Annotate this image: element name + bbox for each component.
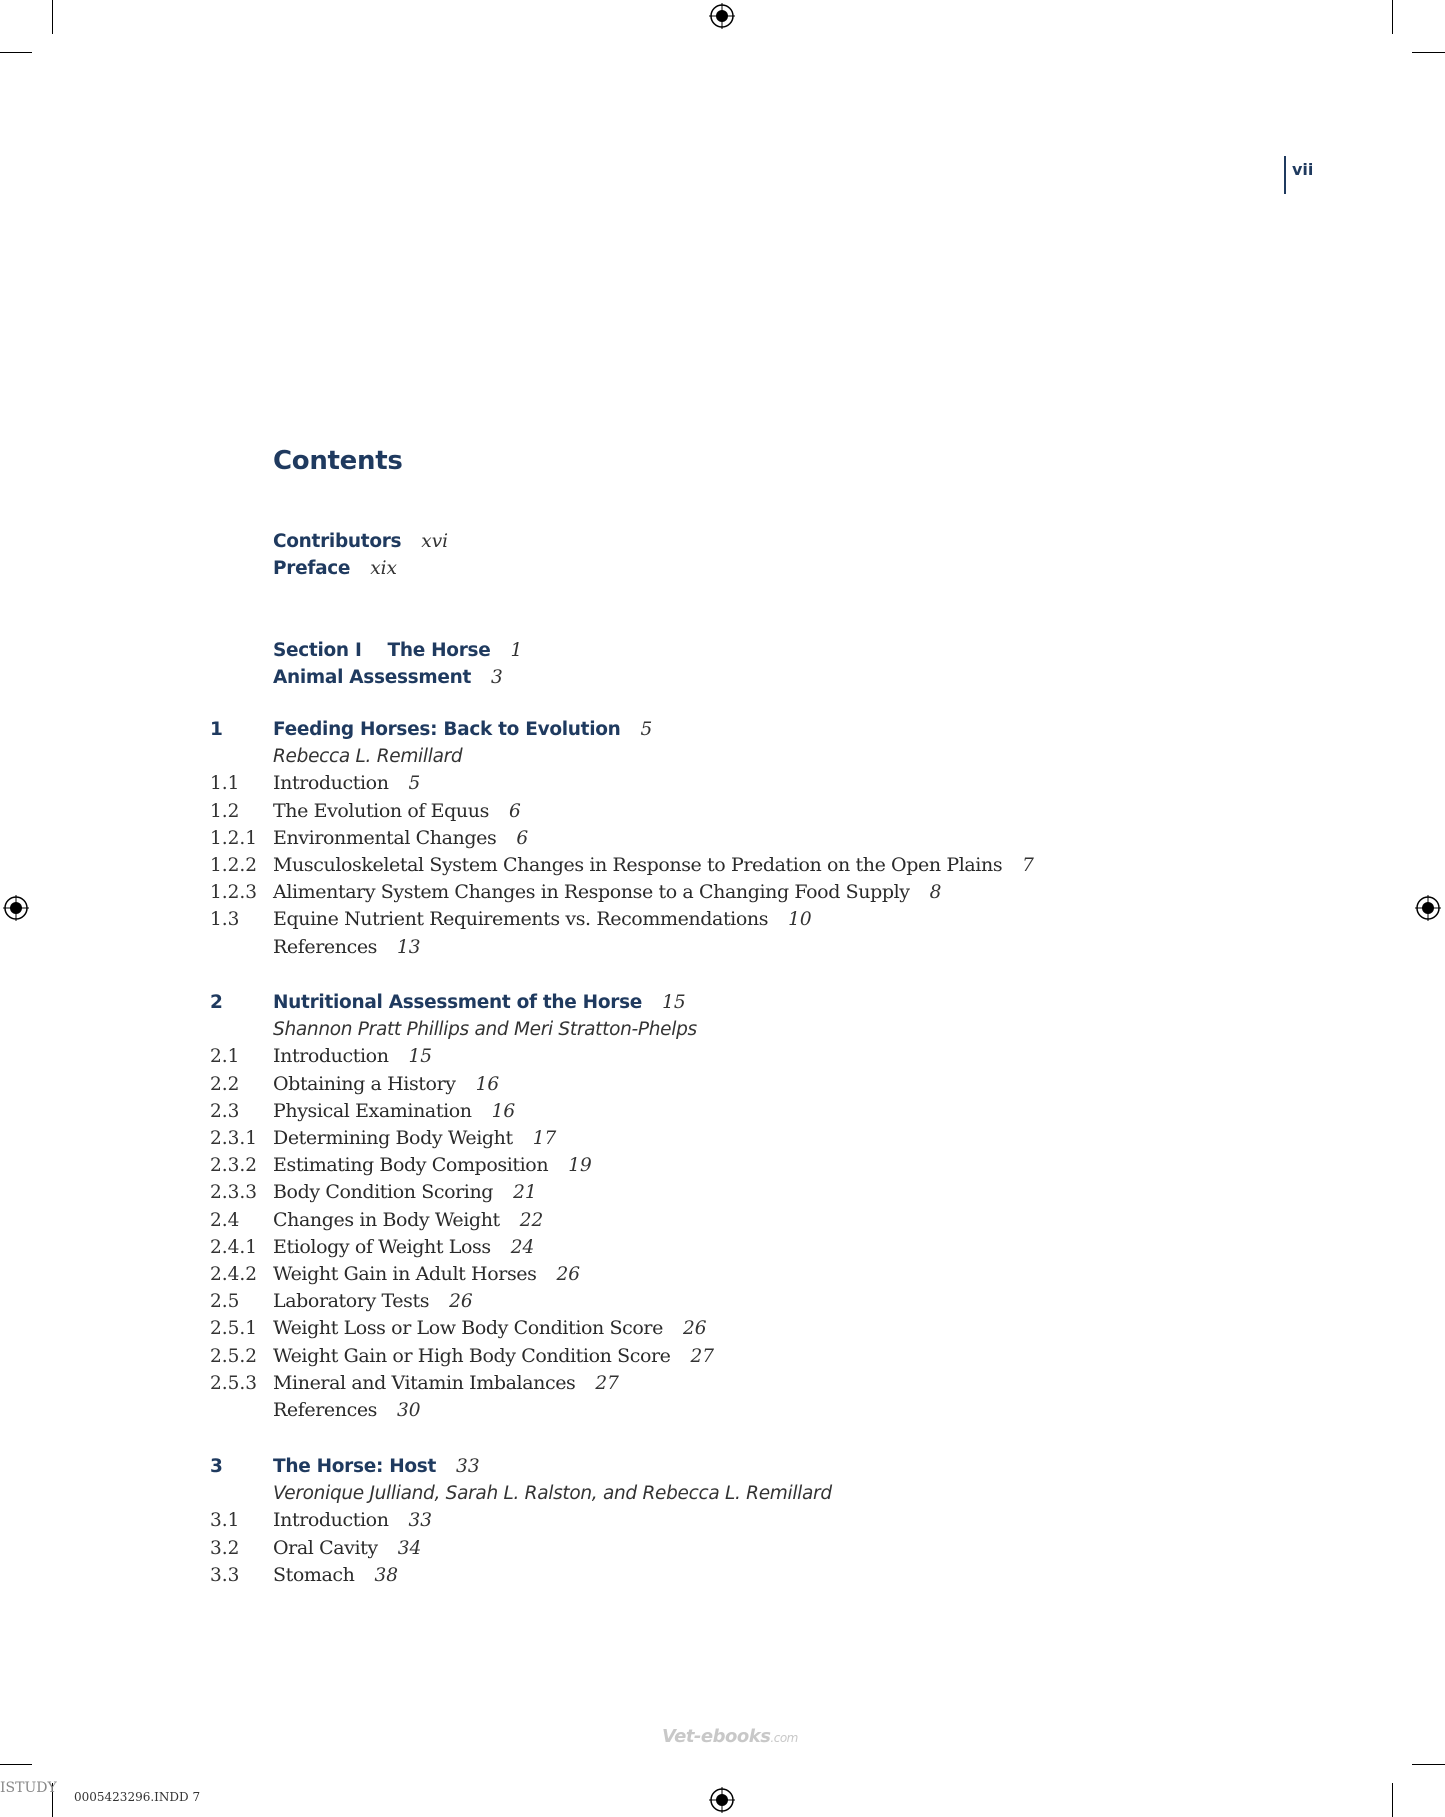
- registration-mark-icon: [709, 1787, 735, 1813]
- toc-entry-number: 2: [210, 992, 223, 1013]
- toc-entry-title: Etiology of Weight Loss: [273, 1235, 491, 1258]
- toc-entry-number: 1.2.2: [210, 855, 258, 876]
- registration-mark-icon: [709, 3, 735, 29]
- chapter-authors: Shannon Pratt Phillips and Meri Stratton-Phelps: [273, 1019, 697, 1041]
- section-label: Section I: [273, 640, 362, 661]
- toc-entry-page: 6: [508, 800, 521, 822]
- toc-entry-page: 22: [519, 1209, 544, 1231]
- toc-entry-page: 8: [929, 882, 942, 904]
- crop-mark: [1392, 0, 1393, 34]
- crop-mark: [52, 0, 53, 34]
- toc-entry-number: 2.5: [210, 1291, 240, 1313]
- page-title: Contents: [273, 446, 403, 476]
- toc-entry-page: 33: [456, 1456, 480, 1477]
- toc-entry-number: 2.4: [210, 1209, 240, 1231]
- toc-entry-number: 2.4.2: [210, 1264, 258, 1285]
- toc-entry-number: 3.3: [210, 1564, 240, 1586]
- toc-entry-number: 2.5.2: [210, 1345, 258, 1367]
- toc-entry-page: 13: [397, 936, 421, 958]
- toc-entry-number: 2.4.1: [210, 1236, 258, 1258]
- section-name: The Horse: [387, 640, 491, 661]
- toc-entry-page: 26: [682, 1318, 707, 1340]
- toc-entry-title: Body Condition Scoring: [273, 1181, 494, 1204]
- toc-entry-page: 7: [1022, 855, 1034, 876]
- file-slug: 0005423296.INDD 7: [74, 1790, 201, 1804]
- toc-entry-number: 2.5.3: [210, 1372, 258, 1394]
- toc-entry-page: 27: [595, 1372, 619, 1394]
- toc-entry-title: Alimentary System Changes in Response to a Changing Food Supply: [273, 881, 910, 904]
- toc-entry-number: 1: [210, 719, 223, 740]
- toc-entry-title: References: [273, 935, 378, 958]
- toc-entry-number: 1.2.1: [210, 827, 258, 849]
- toc-entry-number: 3.1: [210, 1510, 240, 1532]
- toc-entry-page: 27: [690, 1345, 715, 1367]
- toc-entry-title: The Horse: Host: [273, 1456, 437, 1477]
- toc-entry-title: Estimating Body Composition: [273, 1154, 549, 1177]
- toc-entry-page: 15: [662, 992, 686, 1013]
- toc-entry-page: 26: [449, 1291, 473, 1313]
- toc-entry-title: Preface: [273, 558, 351, 579]
- part-page: 3: [491, 667, 503, 688]
- toc-entry-title: Obtaining a History: [273, 1072, 456, 1095]
- crop-mark: [0, 52, 32, 53]
- crop-mark: [1392, 1783, 1393, 1817]
- toc-entry-page: 30: [397, 1400, 421, 1421]
- toc-entry-title: Nutritional Assessment of the Horse: [273, 992, 643, 1013]
- toc-entry-title: Mineral and Vitamin Imbalances: [273, 1371, 576, 1394]
- toc-entry-number: 2.3.1: [210, 1128, 258, 1149]
- toc-entry-number: 2.1: [210, 1046, 240, 1068]
- toc-entry-title: Laboratory Tests: [273, 1290, 430, 1313]
- toc-entry-page: 34: [397, 1537, 422, 1559]
- toc-entry-number: 3.2: [210, 1537, 240, 1559]
- toc-entry-title: Changes in Body Weight: [273, 1208, 500, 1231]
- watermark-logo: Vet-ebooks.com: [662, 1726, 798, 1747]
- toc-entry-title: Feeding Horses: Back to Evolution: [273, 719, 621, 740]
- toc-entry-page: 24: [510, 1236, 535, 1258]
- toc-entry-title: Environmental Changes: [273, 826, 497, 849]
- toc-entry-page: 17: [532, 1128, 557, 1149]
- toc-entry-title: Introduction: [273, 1045, 389, 1068]
- toc-entry-title: Introduction: [273, 1509, 389, 1532]
- toc-entry-number: 1.1: [210, 773, 240, 795]
- toc-entry-number: 2.3.3: [210, 1182, 258, 1204]
- page-number-rule: [1284, 156, 1286, 194]
- toc-entry-title: Musculoskeletal System Changes in Response to Predation on the Open Plains: [273, 854, 1003, 876]
- toc-entry-page: 5: [640, 719, 653, 740]
- crop-mark: [0, 1764, 32, 1765]
- toc-entry-number: 2.3: [210, 1100, 240, 1122]
- toc-entry-page: xix: [370, 558, 397, 579]
- chapter-authors: Rebecca L. Remillard: [273, 746, 463, 768]
- toc-entry-page: 26: [556, 1264, 581, 1285]
- chapter-authors: Veronique Julliand, Sarah L. Ralston, and Rebecca L. Remillard: [273, 1483, 832, 1505]
- toc-entry-number: 2.5.1: [210, 1318, 258, 1340]
- toc-entry-title: Weight Gain or High Body Condition Score: [273, 1344, 671, 1367]
- side-tag: ISTUDY: [0, 1780, 57, 1796]
- toc-entry-number: 2.2: [210, 1073, 240, 1095]
- registration-mark-icon: [3, 895, 29, 921]
- toc-entry-title: Physical Examination: [273, 1099, 472, 1122]
- crop-mark: [1412, 1764, 1445, 1765]
- registration-mark-icon: [1415, 895, 1441, 921]
- toc-entry-title: Equine Nutrient Requirements vs. Recommendations: [273, 908, 769, 931]
- crop-mark: [1412, 52, 1445, 53]
- toc-entry-page: 16: [491, 1100, 516, 1122]
- toc-entry-number: 1.2: [210, 800, 240, 822]
- toc-entry-title: Weight Gain in Adult Horses: [273, 1263, 537, 1285]
- toc-entry-title: Introduction: [273, 772, 389, 795]
- toc-entry-number: 1.3: [210, 909, 240, 931]
- page-number: vii: [1292, 160, 1314, 179]
- toc-entry-page: 6: [516, 827, 529, 849]
- toc-entry-page: 10: [788, 909, 812, 931]
- toc-entry-title: Determining Body Weight: [273, 1127, 513, 1149]
- section-page: 1: [510, 640, 523, 661]
- toc-entry-title: Weight Loss or Low Body Condition Score: [273, 1317, 663, 1340]
- toc-entry-page: 15: [408, 1046, 433, 1068]
- toc-entry-page: 19: [568, 1155, 592, 1177]
- toc-entry-number: 1.2.3: [210, 882, 258, 904]
- toc-entry-page: 33: [408, 1510, 433, 1532]
- toc-entry-title: References: [273, 1399, 378, 1421]
- toc-entry-title: The Evolution of Equus: [273, 799, 489, 822]
- toc-entry-page: 38: [374, 1564, 399, 1586]
- toc-entry-title: Oral Cavity: [273, 1536, 378, 1559]
- part-label: Animal Assessment: [273, 667, 472, 688]
- toc-entry-page: 16: [475, 1073, 500, 1095]
- toc-entry-page: xvi: [421, 531, 449, 552]
- toc-entry-number: 3: [210, 1456, 223, 1477]
- toc-entry-page: 21: [513, 1182, 537, 1204]
- toc-entry-page: 5: [408, 773, 421, 795]
- toc-entry-title: Contributors: [273, 531, 402, 552]
- toc-entry-number: 2.3.2: [210, 1155, 258, 1177]
- toc-entry-title: Stomach: [273, 1563, 355, 1586]
